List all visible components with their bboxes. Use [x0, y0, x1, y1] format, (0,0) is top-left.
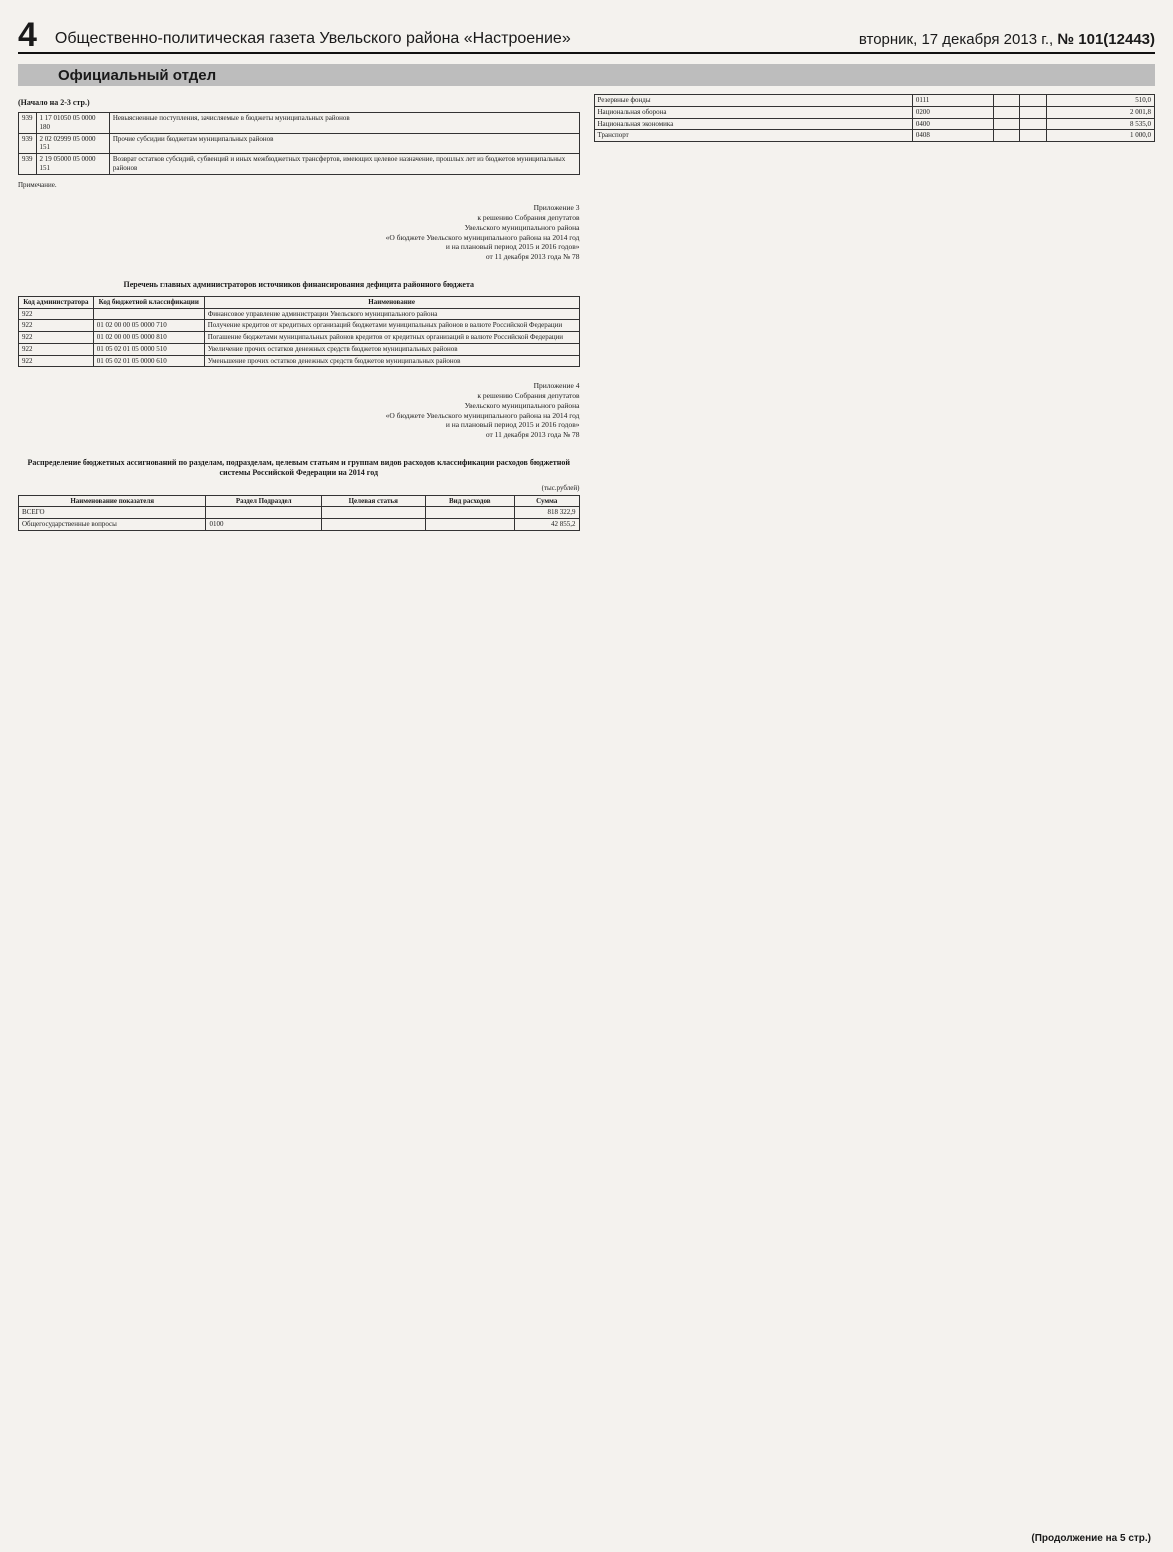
table-row — [19, 308, 580, 320]
table-cell: Национальная оборона — [594, 106, 912, 118]
table-cell: 0100 — [206, 519, 322, 531]
appendix-line: и на плановый период 2015 и 2016 годов» — [445, 242, 580, 252]
table-cell: Невыясненные поступления, зачисляемые в бюджеты муниципальных районов — [109, 113, 579, 134]
appendix3-header — [18, 203, 580, 262]
table-cell: 2 19 05000 05 0000 151 — [36, 154, 109, 175]
appendix-line: к решению Собрания депутатов — [477, 213, 580, 222]
appendix-line: от 11 декабря 2013 года № 78 — [485, 430, 580, 439]
table-cell: Код бюджетной классификации — [93, 296, 204, 308]
table-row — [19, 133, 580, 154]
publication-title: Общественно-политическая газета Увельского района «Настроение» — [54, 30, 571, 47]
table-cell: 922 — [19, 343, 94, 355]
page-number: 4 — [18, 16, 37, 54]
table-cell: 01 05 02 01 05 0000 510 — [93, 343, 204, 355]
table-row — [19, 507, 580, 519]
table-cell: 01 02 00 00 05 0000 810 — [93, 332, 204, 344]
unit-label: (тыс.рублей) — [541, 483, 580, 492]
table-cell: 1 000,0 — [1047, 130, 1155, 142]
appendix4-header — [18, 381, 580, 440]
table-row — [594, 118, 1155, 130]
table-cell: 8 535,0 — [1047, 118, 1155, 130]
table-cell: Финансовое управление администрации Увельского муниципального района — [204, 308, 579, 320]
appendix4-title: Распределение бюджетных ассигнований по разделам, подразделам, целевым статьям и группам видов расходов классификации расходов бюджетной системы Российской Федерации на 2014 год — [27, 457, 570, 477]
continued-on: (Продолжение на 5 стр.) — [1031, 1533, 1151, 1544]
appendix-line: от 11 декабря 2013 года № 78 — [485, 252, 580, 261]
table-cell: 939 — [19, 154, 37, 175]
table-cell: 0408 — [912, 130, 993, 142]
table-cell: Раздел Подраздел — [206, 495, 322, 507]
table-cell: Наименование показателя — [19, 495, 206, 507]
table-cell — [1020, 95, 1047, 107]
table-cell: Получение кредитов от кредитных организаций бюджетами муниципальных районов в валюте Российской Федерации — [204, 320, 579, 332]
appendix-line: Приложение 3 — [533, 203, 580, 213]
appendix-line: к решению Собрания депутатов — [477, 391, 580, 400]
appendix4-table — [18, 495, 580, 531]
table-row — [19, 519, 580, 531]
continued-from: (Начало на 2-3 стр.) — [18, 98, 90, 107]
table-cell: Резервные фонды — [594, 95, 912, 107]
table-cell — [321, 519, 425, 531]
table-cell: 922 — [19, 355, 94, 367]
table-cell: 2 001,8 — [1047, 106, 1155, 118]
table-cell — [1020, 130, 1047, 142]
table-cell: Общегосударственные вопросы — [19, 519, 206, 531]
appendix-line: и на плановый период 2015 и 2016 годов» — [445, 420, 580, 430]
appendix-line: Приложение 4 — [533, 381, 580, 391]
table-row — [19, 355, 580, 367]
table-cell: Код администратора — [19, 296, 94, 308]
budget-allocation-table — [594, 94, 1156, 142]
table-cell: Сумма — [515, 495, 579, 507]
table-cell — [425, 507, 514, 519]
table-cell: Погашение бюджетами муниципальных районов кредитов от кредитных организаций в валюте Российской Федерации — [204, 332, 579, 344]
table-cell: 818 322,9 — [515, 507, 579, 519]
table-cell: Целевая статья — [321, 495, 425, 507]
table-cell: Вид расходов — [425, 495, 514, 507]
section-banner: Официальный отдел — [18, 64, 1155, 86]
table-cell: Возврат остатков субсидий, субвенций и иных межбюджетных трансфертов, имеющих целевое назначение, прошлых лет из бюджетов муниципальных районов — [109, 154, 579, 175]
revenue-admin-table — [18, 112, 580, 175]
table-cell — [1020, 118, 1047, 130]
table-row — [19, 113, 580, 134]
table-cell: 1 17 01050 05 0000 180 — [36, 113, 109, 134]
table-cell: 42 855,2 — [515, 519, 579, 531]
issue-date: вторник, 17 декабря 2013 г., — [858, 31, 1054, 48]
table-cell: 01 05 02 01 05 0000 610 — [93, 355, 204, 367]
left-column — [18, 94, 580, 531]
table-cell: 939 — [19, 133, 37, 154]
table-cell: 922 — [19, 320, 94, 332]
table-cell: 2 02 02999 05 0000 151 — [36, 133, 109, 154]
table-cell — [993, 95, 1020, 107]
appendix-line: Увельского муниципального района — [464, 400, 580, 410]
table-cell: Транспорт — [594, 130, 912, 142]
table-cell — [993, 106, 1020, 118]
table-row — [19, 343, 580, 355]
table-cell: 0111 — [912, 95, 993, 107]
table-cell: 0200 — [912, 106, 993, 118]
issue-number: № 101(12443) — [1057, 31, 1155, 48]
table-row — [594, 106, 1155, 118]
right-column — [594, 94, 1156, 531]
table-cell: Увеличение прочих остатков денежных средств бюджетов муниципальных районов — [204, 343, 579, 355]
table-cell — [425, 519, 514, 531]
appendix-line: Увельского муниципального района — [464, 222, 580, 232]
table-row — [594, 130, 1155, 142]
appendix-line: «О бюджете Увельского муниципального района на 2014 год — [385, 232, 580, 242]
table-cell: 510,0 — [1047, 95, 1155, 107]
table-cell: Наименование — [204, 296, 579, 308]
table-cell — [321, 507, 425, 519]
table-row — [19, 154, 580, 175]
table-cell: Национальная экономика — [594, 118, 912, 130]
table-cell — [1020, 106, 1047, 118]
table-row — [19, 320, 580, 332]
table-cell — [93, 308, 204, 320]
table-cell — [993, 130, 1020, 142]
table-cell: 0400 — [912, 118, 993, 130]
table-row — [594, 95, 1155, 107]
table-cell: ВСЕГО — [19, 507, 206, 519]
table-cell: 922 — [19, 308, 94, 320]
appendix-line: «О бюджете Увельского муниципального района на 2014 год — [385, 410, 580, 420]
table-cell — [206, 507, 322, 519]
appendix3-title: Перечень главных администраторов источников финансирования дефицита районного бюджета — [123, 279, 474, 289]
table-cell — [993, 118, 1020, 130]
table-cell: Уменьшение прочих остатков денежных средств бюджетов муниципальных районов — [204, 355, 579, 367]
table-cell: 01 02 00 00 05 0000 710 — [93, 320, 204, 332]
table-cell: Прочие субсидии бюджетам муниципальных районов — [109, 133, 579, 154]
table-cell: 939 — [19, 113, 37, 134]
table-row — [19, 332, 580, 344]
note-title: Примечание. — [18, 180, 57, 189]
table-cell: 922 — [19, 332, 94, 344]
masthead — [18, 12, 1155, 54]
appendix3-table — [18, 296, 580, 368]
